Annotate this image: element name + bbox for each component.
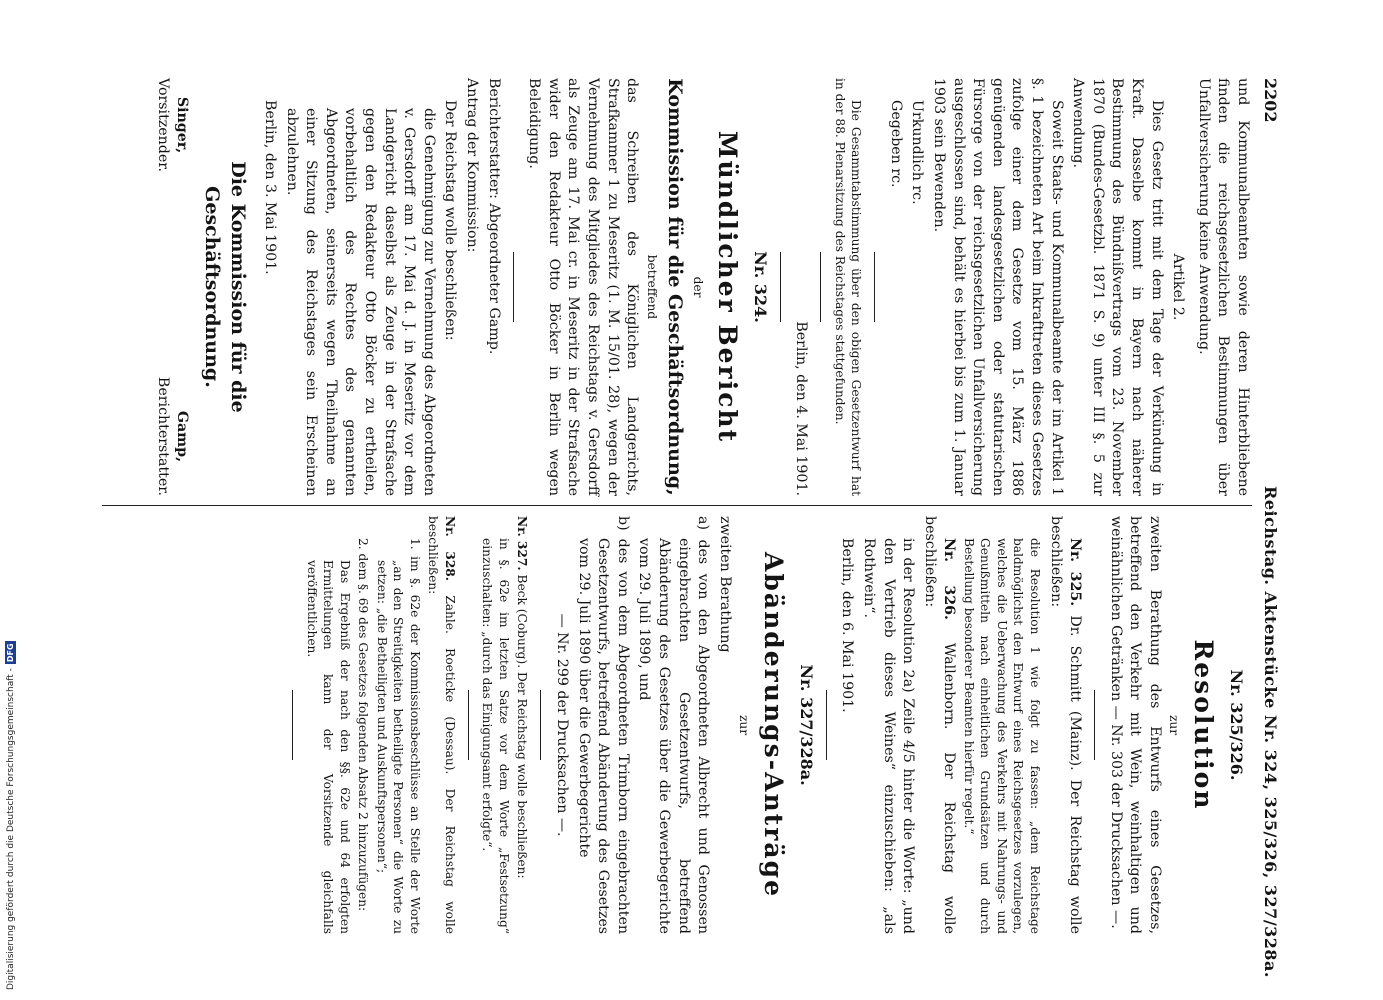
betreffend-label: betreffend — [644, 254, 659, 320]
nr-325-quote: die Resolution 1 wie folgt zu fassen: „dem Reichstage baldmöglichst den Entwurf eines Reichsgesetzes vorzulegen, welches die Ueberwachung des Verkehrs mit Nahrungs- und Genußmitteln nach einheitlichen Grundsätzen und durch Bestellung besonderer Beamten hierfür regelt.“ — [961, 538, 1042, 934]
divider-rule — [1094, 690, 1095, 760]
nr-325-text: Dr. Schmitt (Mainz). Der Reichstag wolle beschließen: — [1047, 516, 1084, 934]
article-heading: Artikel 2. — [1170, 253, 1187, 321]
dfg-logo: DFG — [6, 643, 15, 663]
document-number-324: Nr. 324. — [750, 251, 770, 323]
reichstag-resolve: Der Reichstag wolle beschließen: — [442, 100, 459, 341]
rotated-page — [95, 78, 1280, 978]
article-paragraph-1: Dies Gesetz tritt mit dem Tage der Verkündung in Kraft. Dasselbe kommt in Bayern nach näherer Bestimmung des Bündnißvertrags vom 23. November 1870 (Bundes-Gesetzbl. 1871 S. 9) unter III §. 5 zur Anwendung. — [1070, 78, 1165, 496]
commission-title: Kommission für die Geschäftsordnung, — [663, 78, 686, 496]
document-number-325: Nr. 325/326. — [1227, 669, 1246, 781]
page-header — [1258, 78, 1280, 978]
left-column — [152, 78, 1252, 496]
signer-role-chair: Vorsitzender. — [154, 78, 171, 173]
motion-text: die Genehmigung zur Vernehmung des Abgeordneten v. Gersdorff am 17. Mai d. J. in Meseritz vor dem Landgericht daselbst als Zeuge in der Strafsache gegen den Redakteur Otto Böcker zu ertheilen, vorbehaltlich des Rechtes des genannten Abgeordneten, seinerseits wegen Theilnahme an einer Sitzung des Reichstages sein Erscheinen abzulehnen. — [283, 108, 437, 496]
signatures — [152, 78, 191, 496]
commission-motion-label: Antrag der Kommission: — [463, 78, 480, 253]
article-paragraph-2: Soweit Staats- und Kommunalbeamte der im Artikel 1 §. 1 bezeichneten Art beim Inkrafttreten dieses Gesetzes zufolge einer dem Gesetze vom 15. März 1886 genügenden landesgesetzlichen oder statutarischen Fürsorge von der reichsgesetzlichen Unfallversicherung ausgeschlossen sind, behält es hierbei bis zum 1. Januar 1903 sein Bewenden. — [931, 78, 1065, 496]
nr-328-item-2: 2. dem §. 69 des Gesetzes folgenden Absatz 2 hinzuzufügen: — [356, 538, 371, 912]
nr-326-text: Wallenborn. Der Reichstag wolle beschließen: — [921, 516, 958, 934]
resolution-text: zweiten Berathung des Entwurfs eines Gesetzes, betreffend den Verkehr mit Wein, weinhaltigen und weinähnlichen Getränken — Nr. 303 der Drucksachen —. — [1107, 516, 1163, 934]
credit-text-rotated — [5, 641, 16, 990]
right-column — [282, 516, 1252, 934]
zur-label-2: zur — [737, 714, 752, 736]
divider-rule — [468, 690, 469, 760]
nr-326-quote: in der Resolution 2a) Zeile 4/5 hinter die Worte: „und den Vertrieb dieses Weines“ einzuschieben: „als Rothwein“. — [861, 538, 917, 934]
nr-328-item-1: 1. im §. 62e der Kommissionsbeschlüsse an Stelle der Worte „an den Streitigkeiten betheiligte Personen“ die Worte zu setzen: „die Betheiligten und Auskunftspersonen“; — [374, 538, 422, 934]
nr-327-text: Beck (Coburg). Der Reichstag wolle beschließen: — [515, 574, 530, 879]
nr-328-label: Nr. 328. — [442, 516, 457, 582]
signer-role-rapporteur: Berichterstatter. — [154, 376, 171, 496]
divider-rule — [826, 690, 827, 760]
item-b: b) des von dem Abgeordneten Trimborn eingebrachten Gesetzentwurfs, betreffend Abänderung des Gesetzes vom 29. Juli 1890 über die Gewerbegerichte — [575, 516, 631, 934]
divider-rule — [292, 690, 293, 760]
urkundlich: Urkundlich rc. — [909, 100, 926, 205]
date-3: Berlin, den 6. Mai 1901. — [839, 538, 856, 713]
page-number: 2202 — [1261, 78, 1280, 123]
divider-rule — [780, 252, 781, 322]
nr-325-label: Nr. 325. — [1067, 538, 1084, 607]
intro-paragraph: und Kommunalbeamten sowie deren Hinterbliebene finden die reichsgesetzlichen Bestimmungen über Unfallversicherung keine Anwendung. — [1195, 78, 1251, 496]
report-body: das Schreiben des Königlichen Landgerichts, Strafkammer 1 zu Meseritz (1. M. 15/01. 28), wegen der Vernehmung des Mitgliedes des Reichstags v. Gersdorff als Zeuge am 17. Mai cr. in Meseritz in der Strafsache wider den Redakteur Otto Böcker in Berlin wegen Beleidigung. — [526, 78, 641, 496]
rapporteur-line: Berichterstatter: Abgeordneter Gamp. — [485, 78, 502, 355]
signature-chair — [152, 78, 191, 172]
divider-rule — [513, 252, 514, 322]
nr-327-label: Nr. 327. — [515, 516, 530, 571]
running-title: Reichstag. Aktenstücke Nr. 324, 325/326, 327/328a. — [1261, 486, 1280, 978]
drucksache-ref: — Nr. 299 der Drucksachen —. — [554, 613, 571, 837]
gegeben: Gegeben rc. — [887, 100, 904, 188]
divider-rule — [874, 252, 875, 322]
item-a: a) des von den Abgeordneten Albrecht und Genossen eingebrachten Gesetzentwurfs, betreffend Abänderung des Gesetzes über die Gewerbegerichte vom 29. Juli 1890, und — [636, 516, 712, 934]
amendments-title: Abänderungs-Anträge — [759, 552, 789, 898]
second-reading: zweiten Berathung — [716, 516, 733, 653]
document-number-327: Nr. 327/328a. — [796, 664, 816, 786]
signer-gamp: Gamp, — [174, 410, 191, 463]
divider-rule — [540, 690, 541, 760]
nr-328-text: Zahle. Roeticke (Dessau). Der Reichstag wolle beschließen: — [426, 516, 457, 934]
divider-rule — [820, 252, 821, 322]
date-1: Berlin, den 4. Mai 1901. — [793, 321, 810, 496]
commission-signature: Die Kommission für die Geschäftsordnung. — [201, 161, 250, 413]
resolution-title: Resolution — [1189, 639, 1219, 811]
credit-text: Digitalisierung gefördert durch die Deutsche Forschungsgemeinschaft - — [6, 668, 16, 990]
signature-rapporteur — [152, 377, 191, 496]
date-2: Berlin, den 3. Mai 1901. — [262, 100, 279, 275]
signer-singer: Singer, — [174, 96, 191, 154]
nr-326-label: Nr. 326. — [941, 538, 958, 620]
der-label: der — [691, 276, 706, 298]
nr-327-quote: in §. 62e im letzten Satze vor dem Worte „Festsetzung“ einzuschalten: „durch das Einigungsamt erfolgte“. — [480, 538, 511, 934]
nr-328-quote: Das Ergebniß der nach den §§. 62e und 64 erfolgten Ermittelungen kann der Vorsitzende gleichfalls veröffentlichen. — [304, 560, 352, 934]
report-title: Mündlicher Bericht — [713, 130, 743, 444]
zur-label: zur — [1167, 714, 1182, 736]
voting-note: Die Gesammtabstimmung über den obigen Gesetzentwurf hat in der 88. Plenarsitzung des Reichstages stattgefunden. — [832, 78, 864, 496]
column-divider — [102, 505, 1252, 506]
